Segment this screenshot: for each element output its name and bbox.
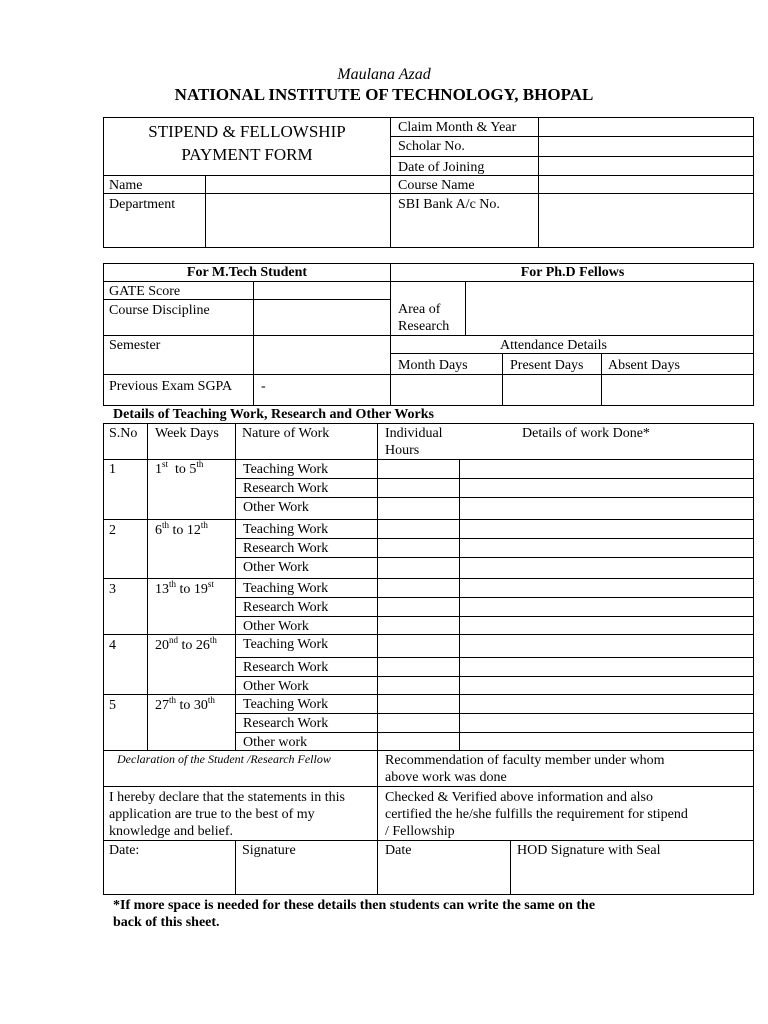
declaration-text-line3: knowledge and belief. xyxy=(109,824,234,839)
work-item: Teaching Work xyxy=(243,581,329,596)
date-of-joining-label: Date of Joining xyxy=(398,160,485,175)
week-range: 27th to 30th xyxy=(155,695,215,713)
scholar-no-field[interactable] xyxy=(539,137,753,156)
col-hours-header: Individual xyxy=(385,426,443,441)
col-sno-header: S.No xyxy=(109,426,138,441)
month-days-label: Month Days xyxy=(398,358,468,373)
course-discipline-label: Course Discipline xyxy=(109,303,210,318)
previous-sgpa-value[interactable]: - xyxy=(261,379,266,394)
department-label: Department xyxy=(109,197,176,212)
work-item: Research Work xyxy=(243,481,329,496)
footnote-line2: back of this sheet. xyxy=(113,915,220,930)
week-sno: 3 xyxy=(109,582,116,597)
work-item: Other Work xyxy=(243,560,309,575)
col-nature-header: Nature of Work xyxy=(242,426,330,441)
work-item: Teaching Work xyxy=(243,697,329,712)
hod-signature-label: HOD Signature with Seal xyxy=(517,843,661,858)
absent-days-field[interactable] xyxy=(602,375,754,406)
work-item: Teaching Work xyxy=(243,522,329,537)
week-sno: 4 xyxy=(109,638,116,653)
verification-text-line2: certified the he/she fulfills the requirement for stipend xyxy=(385,807,688,822)
verification-text-line3: / Fellowship xyxy=(385,824,455,839)
course-discipline-field[interactable] xyxy=(254,300,390,335)
department-field[interactable] xyxy=(206,194,390,247)
week-range: 6th to 12th xyxy=(155,520,208,538)
verification-text: Checked & Verified above information and also xyxy=(385,790,653,805)
absent-days-label: Absent Days xyxy=(608,358,680,373)
student-date-field[interactable] xyxy=(104,860,235,894)
semester-label: Semester xyxy=(109,338,161,353)
claim-month-year-field[interactable] xyxy=(539,118,753,136)
work-item: Research Work xyxy=(243,600,329,615)
work-item: Other Work xyxy=(243,619,309,634)
individual-hours-column[interactable] xyxy=(378,460,459,750)
work-details-heading: Details of Teaching Work, Research and Other Works xyxy=(113,407,434,422)
week-range: 13th to 19st xyxy=(155,579,214,597)
institute-title: NATIONAL INSTITUTE OF TECHNOLOGY, BHOPAL xyxy=(174,85,594,104)
claim-month-year-label: Claim Month & Year xyxy=(398,120,517,135)
course-name-label: Course Name xyxy=(398,178,475,193)
sbi-bank-label: SBI Bank A/c No. xyxy=(398,197,500,212)
work-item: Teaching Work xyxy=(243,462,329,477)
work-item: Research Work xyxy=(243,541,329,556)
work-item: Other work xyxy=(243,735,308,750)
semester-field[interactable] xyxy=(254,336,390,374)
declaration-text: I hereby declare that the statements in this xyxy=(109,790,345,805)
week-sno: 2 xyxy=(109,523,116,538)
week-range: 20nd to 26th xyxy=(155,635,217,653)
month-days-field[interactable] xyxy=(391,375,502,406)
hod-date-label: Date xyxy=(385,843,412,858)
area-of-research-label: Area of xyxy=(398,302,441,317)
work-item: Research Work xyxy=(243,660,329,675)
name-field[interactable] xyxy=(206,176,390,193)
gate-score-label: GATE Score xyxy=(109,284,181,299)
form-title-line2: PAYMENT FORM xyxy=(181,145,313,164)
institute-subtitle: Maulana Azad xyxy=(337,66,431,83)
phd-heading: For Ph.D Fellows xyxy=(520,265,625,280)
hod-date-field[interactable] xyxy=(378,860,510,894)
work-item: Teaching Work xyxy=(243,637,329,652)
attendance-details-label: Attendance Details xyxy=(500,338,607,353)
previous-sgpa-label: Previous Exam SGPA xyxy=(109,379,233,394)
present-days-label: Present Days xyxy=(510,358,584,373)
week-sno: 1 xyxy=(109,462,116,477)
work-item: Other Work xyxy=(243,500,309,515)
sbi-bank-field[interactable] xyxy=(539,194,753,247)
work-item: Other Work xyxy=(243,679,309,694)
work-item: Research Work xyxy=(243,716,329,731)
mtech-heading: For M.Tech Student xyxy=(186,265,308,280)
form-title: STIPEND & FELLOWSHIP xyxy=(148,122,346,141)
col-week-header: Week Days xyxy=(155,426,219,441)
col-hours-header-line2: Hours xyxy=(385,443,420,458)
declaration-text-line2: application are true to the best of my xyxy=(109,807,315,822)
student-signature-label: Signature xyxy=(242,843,296,858)
week-sno: 5 xyxy=(109,698,116,713)
declaration-student-heading: Declaration of the Student /Research Fellow xyxy=(117,752,331,766)
col-details-header: Details of work Done* xyxy=(522,426,650,441)
recommendation-heading: Recommendation of faculty member under whom xyxy=(385,753,665,768)
hod-signature-field[interactable] xyxy=(511,860,753,894)
recommendation-heading-line2: above work was done xyxy=(385,770,507,785)
present-days-field[interactable] xyxy=(503,375,601,406)
student-date-label: Date: xyxy=(109,843,140,858)
gate-score-field[interactable] xyxy=(254,282,390,299)
scholar-no-label: Scholar No. xyxy=(398,139,465,154)
name-label: Name xyxy=(109,178,143,193)
course-name-field[interactable] xyxy=(539,176,753,193)
date-of-joining-field[interactable] xyxy=(539,157,753,175)
footnote: *If more space is needed for these details then students can write the same on the xyxy=(113,898,596,913)
work-done-details-column[interactable] xyxy=(460,460,753,750)
area-of-research-field[interactable] xyxy=(466,282,754,335)
week-range: 1st to 5th xyxy=(155,459,204,477)
student-signature-field[interactable] xyxy=(236,860,377,894)
area-of-research-label-line2: Research xyxy=(398,319,450,334)
